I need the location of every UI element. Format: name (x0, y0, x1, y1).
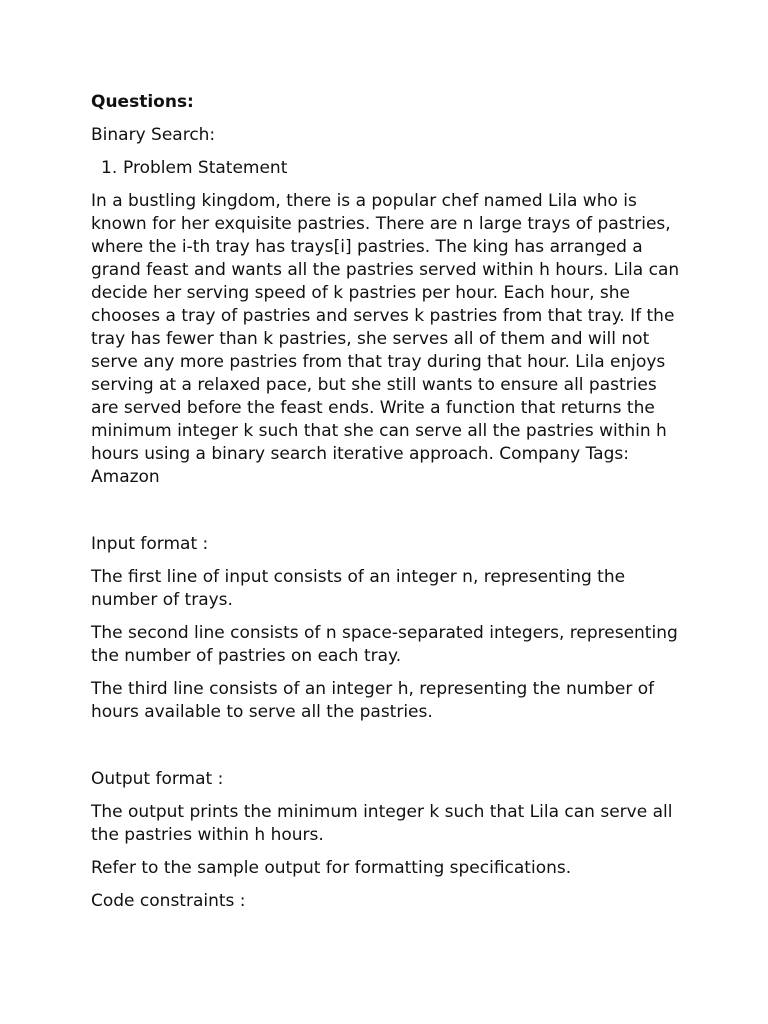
output-format-line: Refer to the sample output for formatting specifications. (91, 858, 572, 878)
input-format-line: The third line consists of an integer h, representing the number of hours available to serve all the pastries. (91, 679, 655, 722)
problem-statement-text: In a bustling kingdom, there is a popular chef named Lila who is known for her exquisite pastries. There are n large trays of pastries, where the i-th tray has trays[i] pastries. The king has arranged a grand feast and wants all the pastries served within h hours. Lila can decide her serving speed of k pastries per hour. Each hour, she chooses a tray of pastries and serves k pastries from that tray. If the tray has fewer than k pastries, she serves all of them and will not serve any more pastries from that tray during that hour. Lila enjoys serving at a relaxed pace, but she still wants to ensure all pastries are served before the feast ends. Write a function that returns the minimum integer k such that she can serve all the pastries within h hours using a binary search iterative approach. Company Tags: Amazon (91, 191, 680, 487)
output-format-line: The output prints the minimum integer k such that Lila can serve all the pastries within h hours. (91, 802, 673, 845)
questions-heading: Questions: (91, 92, 194, 112)
input-format-title: Input format : (91, 534, 209, 554)
spacer (91, 499, 688, 533)
code-constraints-title: Code constraints : (91, 891, 246, 911)
topic-label: Binary Search: (91, 125, 216, 145)
problem-statement-label: Problem Statement (123, 158, 288, 178)
problem-list-item (91, 157, 688, 180)
input-format-line: The first line of input consists of an integer n, representing the number of trays. (91, 567, 626, 610)
output-format-title: Output format : (91, 769, 224, 789)
spacer (91, 734, 688, 768)
list-number: 1. (101, 158, 118, 178)
input-format-line: The second line consists of n space-separated integers, representing the number of pastries on each tray. (91, 623, 678, 666)
